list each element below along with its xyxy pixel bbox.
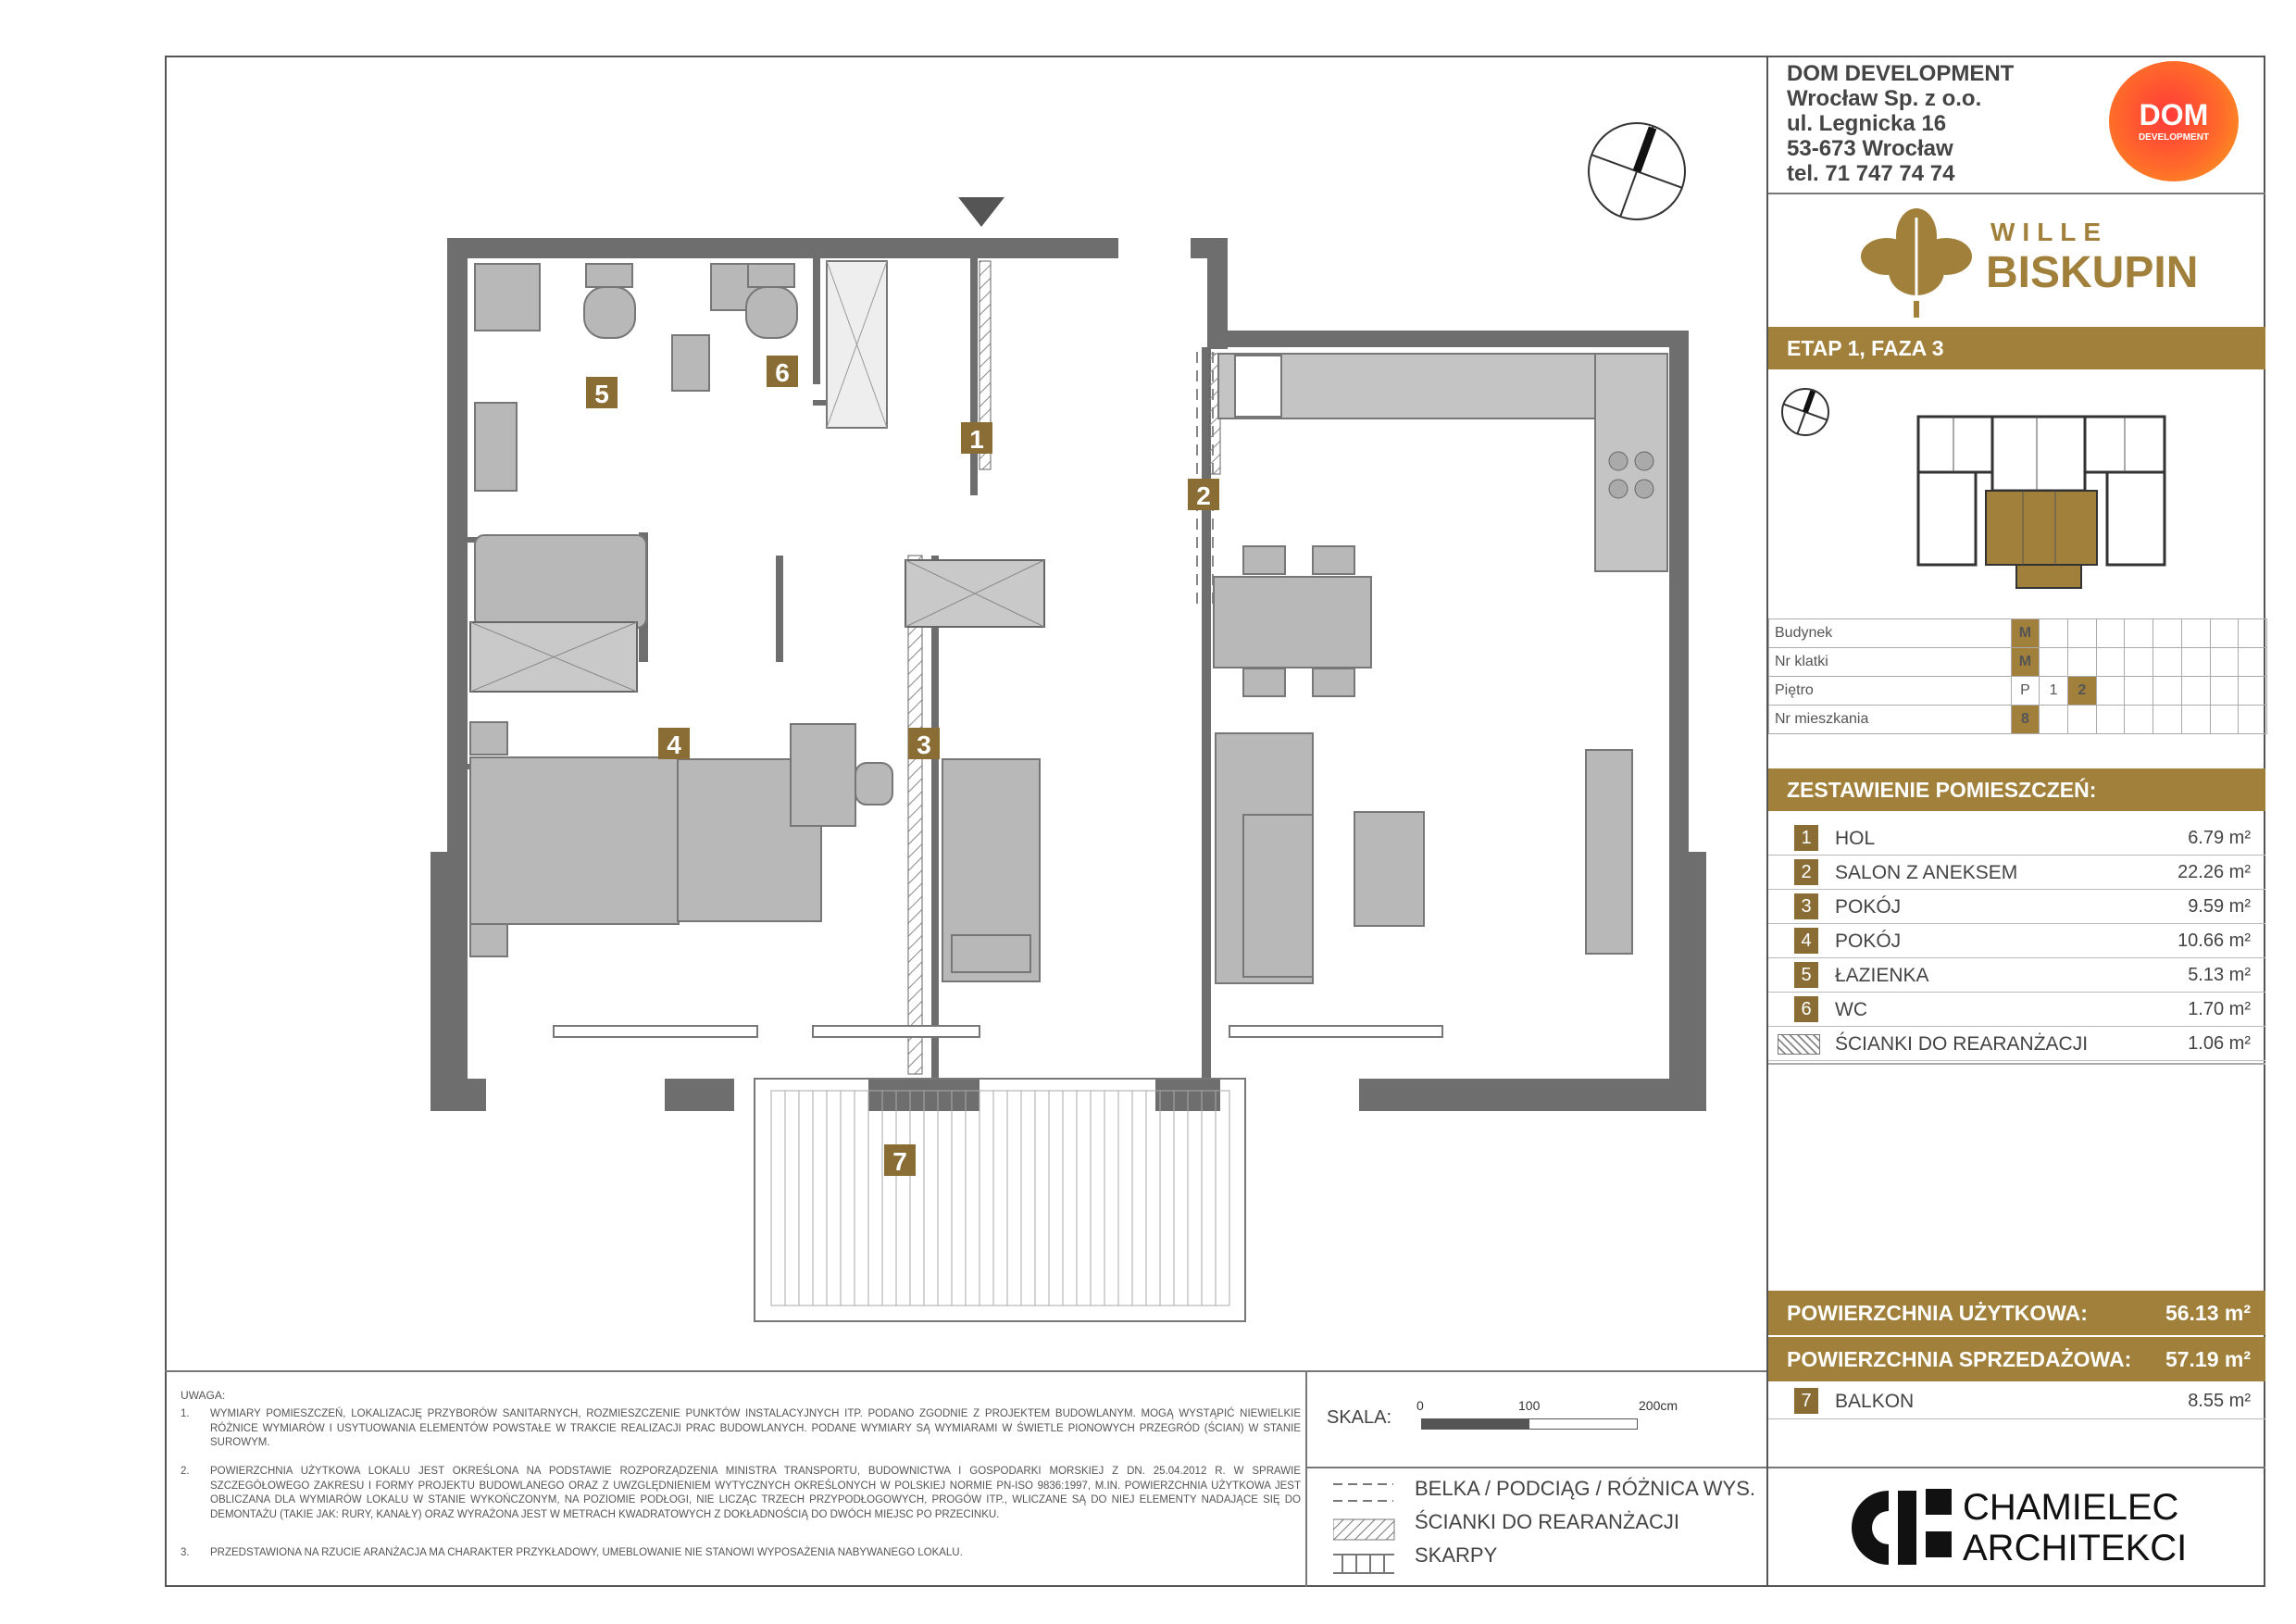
- balcony-row: 7 BALKON 8.55 m²: [1768, 1383, 2265, 1419]
- stage-band: ETAP 1, FAZA 3: [1768, 327, 2265, 369]
- location-cell: [2125, 619, 2153, 648]
- location-row: [1769, 648, 2267, 677]
- developer-logo: DOM DEVELOPMENT: [2109, 61, 2239, 181]
- location-label: Nr mieszkania: [1769, 706, 2012, 734]
- sales-area-band: POWIERZCHNIA SPRZEDAŻOWA: 57.19 m²: [1768, 1337, 2265, 1381]
- location-cell: [2153, 706, 2182, 734]
- location-label: Nr klatki: [1769, 648, 2012, 677]
- partition-row: ŚCIANKI DO REARANŻACJI 1.06 m²: [1768, 1026, 2265, 1061]
- room-row-3: 3 POKÓJ 9.59 m²: [1768, 889, 2265, 924]
- rooms-header: ZESTAWIENIE POMIESZCZEŃ:: [1768, 768, 2265, 811]
- location-cell: M: [2011, 619, 2040, 648]
- location-label: Budynek: [1769, 619, 2012, 648]
- location-cell: [2096, 677, 2125, 706]
- architect-logo: CHAMIELEC ARCHITEKCI: [1852, 1487, 2240, 1570]
- location-cell: M: [2011, 648, 2040, 677]
- scale-label: SKALA:: [1327, 1407, 1392, 1428]
- location-cell: [2096, 648, 2125, 677]
- building-key-plan: [1916, 415, 2166, 600]
- location-cell: 8: [2011, 706, 2040, 734]
- location-cell: [2040, 706, 2068, 734]
- svg-text:6: 6: [775, 358, 790, 387]
- rooms-list: [1768, 820, 2265, 1098]
- location-row: [1769, 706, 2267, 734]
- location-cell: [2067, 648, 2096, 677]
- room-tag-7: [884, 1144, 916, 1176]
- location-cell: P: [2011, 677, 2040, 706]
- location-table: [1768, 618, 2267, 734]
- room-row-6: 6 WC 1.70 m²: [1768, 992, 2265, 1027]
- legend-beam: BELKA / PODCIĄG / RÓŻNICA WYS.: [1415, 1477, 1755, 1500]
- usable-area-band: POWIERZCHNIA UŻYTKOWA: 56.13 m²: [1768, 1291, 2265, 1335]
- location-row: [1769, 619, 2267, 648]
- room-tag-1: [961, 422, 992, 454]
- oak-leaf-icon: [1852, 199, 1981, 319]
- sidebar: [1766, 56, 2265, 1587]
- scale-bar: [1421, 1418, 1638, 1430]
- location-cell: [2210, 677, 2239, 706]
- location-cell: [2067, 706, 2096, 734]
- scale-tick-100: 100: [1518, 1398, 1541, 1413]
- notes-title: UWAGA:: [181, 1389, 226, 1402]
- location-label: Piętro: [1769, 677, 2012, 706]
- location-cell: [2181, 677, 2210, 706]
- location-cell: 2: [2067, 677, 2096, 706]
- room-tag-3: [908, 728, 940, 759]
- location-cell: [2239, 619, 2267, 648]
- entrance-arrow-icon: [958, 197, 1004, 227]
- room-row-1: 1 HOL 6.79 m²: [1768, 820, 2265, 856]
- location-cell: [2125, 677, 2153, 706]
- scale-tick-0: 0: [1416, 1398, 1424, 1413]
- location-cell: [2096, 706, 2125, 734]
- location-cell: [2125, 648, 2153, 677]
- svg-text:7: 7: [892, 1147, 907, 1176]
- location-cell: [2153, 677, 2182, 706]
- project-logo: WILLE BISKUPIN: [1852, 199, 2185, 324]
- location-cell: [2040, 648, 2068, 677]
- location-cell: [2181, 706, 2210, 734]
- location-cell: [2239, 648, 2267, 677]
- floor-plan: [165, 56, 1766, 1587]
- location-cell: [2067, 619, 2096, 648]
- scale-tick-200: 200cm: [1639, 1398, 1678, 1413]
- location-row: [1769, 677, 2267, 706]
- mini-compass-icon: [1778, 384, 1833, 440]
- location-cell: [2210, 648, 2239, 677]
- location-cell: [2239, 677, 2267, 706]
- room-row-4: 4 POKÓJ 10.66 m²: [1768, 923, 2265, 958]
- location-cell: 1: [2040, 677, 2068, 706]
- location-cell: [2239, 706, 2267, 734]
- legend-reveals: SKARPY: [1415, 1543, 1498, 1567]
- room-tag-2: [1188, 479, 1219, 510]
- note-1: 1. WYMIARY POMIESZCZEŃ, LOKALIZACJĘ PRZYBORÓW SANITARNYCH, ROZMIESZCZENIE PUNKTÓW INSTALACYJNYCH ITP. PODANO ZGODNIE Z PROJEKTEM BUDOWLANYM. MOGĄ WYSTĄPIĆ NIEWIELKIE RÓŻNICE WYMIARÓW I USYTUOWANIA ELEMENTÓW POWSTAŁE W TRAKCIE REALIZACJI PRAC BUDOWLANYCH. PODANE WYMIARY SĄ WYMIARAMI W ŚWIETLE PIONOWYCH PRZEGRÓD (ŚCIAN) W STANIE SUROWYM.: [181, 1408, 1301, 1448]
- room-row-2: 2 SALON Z ANEKSEM 22.26 m²: [1768, 855, 2265, 890]
- location-cell: [2125, 706, 2153, 734]
- note-2: 2. POWIERZCHNIA UŻYTKOWA LOKALU JEST OKREŚLONA NA PODSTAWIE ROZPORZĄDZENIA MINISTRA TRANSPORTU, BUDOWNICTWA I GOSPODARKI MORSKIEJ Z DN. 25.04.2012 R. W SPRAWIE SZCZEGÓŁOWEGO ZAKRESU I FORMY PROJEKTU BUDOWLANEGO ORAZ Z UWZGLĘDNIENIEM WYTYCZNYCH OKREŚLONYCH W POLSKIEJ NORMIE PN-ISO 9836:1997, M.IN. POWIERZCHNIA UŻYTKOWA JEST OBLICZANA DLA WYMIARÓW LOKALU W STANIE WYKOŃCZONYM, NA POZIOMIE PODŁOGI, NIE LICZĄC TRZECH PRZYPODŁOGOWYCH, PROGÓW ITP., WLICZANE SĄ DO NIEJ ELEMENTY NADAJĄCE SIĘ DO DEMONTAŻU (TAKIE JAK: RURY, KANAŁY) ORAZ WYRAŻONA JEST W METRACH KWADRATOWYCH Z DOKŁADNOŚCIĄ DO DWÓCH MIEJSC PO PRZECINKU.: [181, 1466, 1301, 1520]
- svg-text:2: 2: [1196, 481, 1211, 510]
- developer-address: DOM DEVELOPMENT Wrocław Sp. z o.o. ul. Legnicka 16 53-673 Wrocław tel. 71 747 74 74: [1787, 61, 2015, 186]
- location-cell: [2210, 706, 2239, 734]
- location-cell: [2096, 619, 2125, 648]
- legend-symbols: [1333, 1477, 1403, 1580]
- svg-text:4: 4: [667, 731, 681, 759]
- location-cell: [2040, 619, 2068, 648]
- svg-text:5: 5: [594, 380, 609, 408]
- location-cell: [2153, 619, 2182, 648]
- room-tag-5: [586, 377, 618, 408]
- svg-text:1: 1: [969, 425, 984, 454]
- room-row-5: 5 ŁAZIENKA 5.13 m²: [1768, 957, 2265, 993]
- north-compass-icon: [1589, 123, 1685, 219]
- room-tag-4: [658, 728, 690, 759]
- location-cell: [2153, 648, 2182, 677]
- legend-partitions: ŚCIANKI DO REARANŻACJI: [1415, 1510, 1680, 1533]
- location-cell: [2181, 619, 2210, 648]
- room-tag-6: [767, 356, 798, 387]
- svg-text:3: 3: [917, 731, 931, 759]
- location-cell: [2181, 648, 2210, 677]
- location-cell: [2210, 619, 2239, 648]
- note-3: 3. PRZEDSTAWIONA NA RZUCIE ARANŻACJA MA CHARAKTER PRZYKŁADOWY, UMEBLOWANIE NIE STANOWI WYPOSAŻENIA NABYWANEGO LOKALU.: [181, 1547, 963, 1558]
